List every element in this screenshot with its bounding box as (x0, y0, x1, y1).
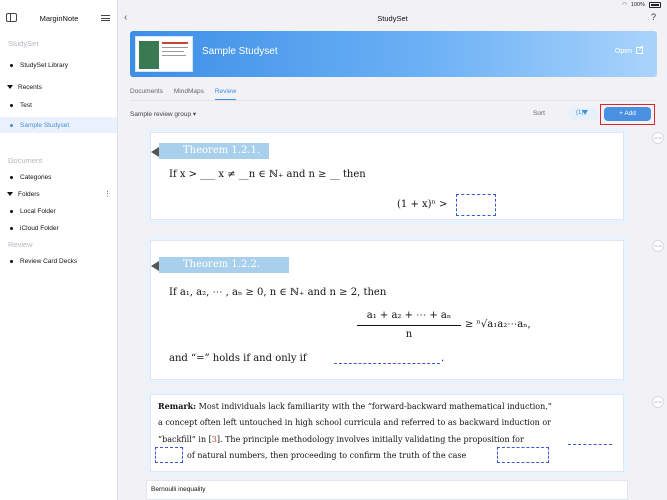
open-external-icon[interactable] (636, 47, 643, 54)
theorem-statement: If x > ___ x ≠ __n ∈ ℕ₊ and n ≥ __ then (169, 169, 366, 180)
sidebar-item-icloud-folder[interactable]: iCloud Folder (0, 220, 117, 236)
card-badge: 02-43 (652, 132, 664, 144)
card-title: Bernoulli inequality (151, 486, 206, 493)
sidebar-item-sample-studyset[interactable]: Sample Studyset (0, 117, 117, 133)
page-title: StudySet (377, 14, 408, 23)
bullet-icon (10, 104, 13, 107)
bullet-icon (10, 64, 13, 67)
sidebar (0, 0, 118, 500)
review-toolbar (130, 107, 657, 123)
remark-line-2: a concept often left untouched in high school curricula and referred to as backward induction or (158, 418, 551, 427)
bullet-icon (10, 176, 13, 179)
tab-mindmaps[interactable]: MindMaps (173, 88, 204, 95)
card-list (146, 128, 662, 500)
remark-line-4: of natural numbers, then proceeding to confirm the truth of the case (187, 451, 467, 460)
sidebar-item-local-folder[interactable]: Local Folder (0, 203, 117, 219)
plus-icon: + (619, 110, 623, 117)
add-button[interactable]: + Add (604, 107, 651, 121)
fraction-denominator: n (405, 329, 413, 340)
remark-line-3: ”backfill” in [3]. The principle methodology involves initially validating the proposition for (158, 435, 524, 444)
studyset-name: Sample Studyset (202, 46, 278, 57)
theorem-heading: Theorem 1.2.2. (159, 257, 289, 273)
review-card[interactable] (146, 390, 628, 476)
card-badge: 02-43 (652, 396, 664, 408)
sidebar-item-categories[interactable]: Categories (0, 169, 117, 185)
sidebar-item-review-card-decks[interactable]: Review Card Decks (0, 253, 117, 269)
tab-bar (130, 88, 236, 100)
cloze-blank[interactable] (568, 444, 612, 445)
back-button[interactable]: ‹ (124, 12, 128, 23)
review-card[interactable] (146, 236, 628, 384)
main-content (118, 0, 667, 500)
wifi-icon: ◠ (622, 2, 627, 8)
inequality-rhs: ≥ ⁿ√a₁a₂⋯aₙ, (465, 319, 531, 330)
disclosure-triangle-icon (7, 85, 13, 89)
cloze-blank[interactable] (155, 447, 183, 463)
disclosure-triangle-icon (7, 192, 13, 196)
filter-icon[interactable] (582, 110, 588, 115)
cloze-blank[interactable] (456, 194, 496, 216)
card-badge: 02-43 (652, 240, 664, 252)
equality-condition: and “=” holds if and only if (169, 353, 307, 364)
open-button[interactable]: Open (614, 48, 632, 55)
remark-line-1: Remark: Most individuals lack familiarity with the ”forward-backward mathematical induction,” (158, 401, 552, 411)
cloze-blank[interactable] (497, 447, 549, 463)
menu-icon[interactable] (101, 15, 110, 21)
tab-documents[interactable]: Documents (130, 88, 163, 95)
bullet-icon (10, 227, 13, 230)
section-studyset: StudySet (8, 39, 39, 48)
section-review: Review (8, 240, 33, 249)
sidebar-header (0, 12, 118, 26)
theorem-formula: (1 + x)ⁿ > (397, 199, 448, 210)
equality-period: . (441, 353, 445, 364)
bullet-icon (10, 210, 13, 213)
sidebar-item-test[interactable]: Test (0, 97, 117, 113)
bullet-icon (10, 124, 13, 127)
review-card[interactable] (146, 128, 628, 224)
studyset-banner (130, 31, 657, 77)
theorem-statement: If a₁, a₂, ⋯ , aₙ ≥ 0, n ∈ ℕ₊ and n ≥ 2, then (169, 287, 387, 298)
cloze-blank[interactable] (334, 363, 440, 364)
review-group-dropdown[interactable]: Sample review group ▾ (130, 111, 197, 118)
tab-divider (130, 100, 657, 101)
studyset-thumbnail (135, 36, 193, 72)
app-title: MarginNote (39, 14, 79, 23)
fraction-numerator: a₁ + a₂ + ⋯ + aₙ (366, 310, 452, 321)
fraction-bar (357, 325, 461, 326)
sidebar-item-folders[interactable]: Folders ⋮ (0, 186, 117, 202)
help-button[interactable]: ? (650, 12, 656, 22)
sidebar-item-recents[interactable]: Recents (0, 79, 117, 95)
battery-level: 100% (630, 2, 645, 8)
sidebar-item-studyset-library[interactable]: StudySet Library (0, 57, 117, 73)
bullet-icon (10, 260, 13, 263)
top-bar (118, 12, 667, 26)
theorem-heading: Theorem 1.2.1. (159, 143, 269, 159)
more-icon[interactable]: ⋮ (104, 191, 111, 198)
sort-button[interactable]: Sort (533, 110, 545, 117)
review-card[interactable] (146, 480, 628, 500)
filter-count[interactable]: (1) (568, 108, 599, 120)
tab-review[interactable]: Review (215, 88, 236, 100)
citation-link[interactable]: 3 (211, 435, 217, 444)
section-document: Document (8, 156, 43, 165)
